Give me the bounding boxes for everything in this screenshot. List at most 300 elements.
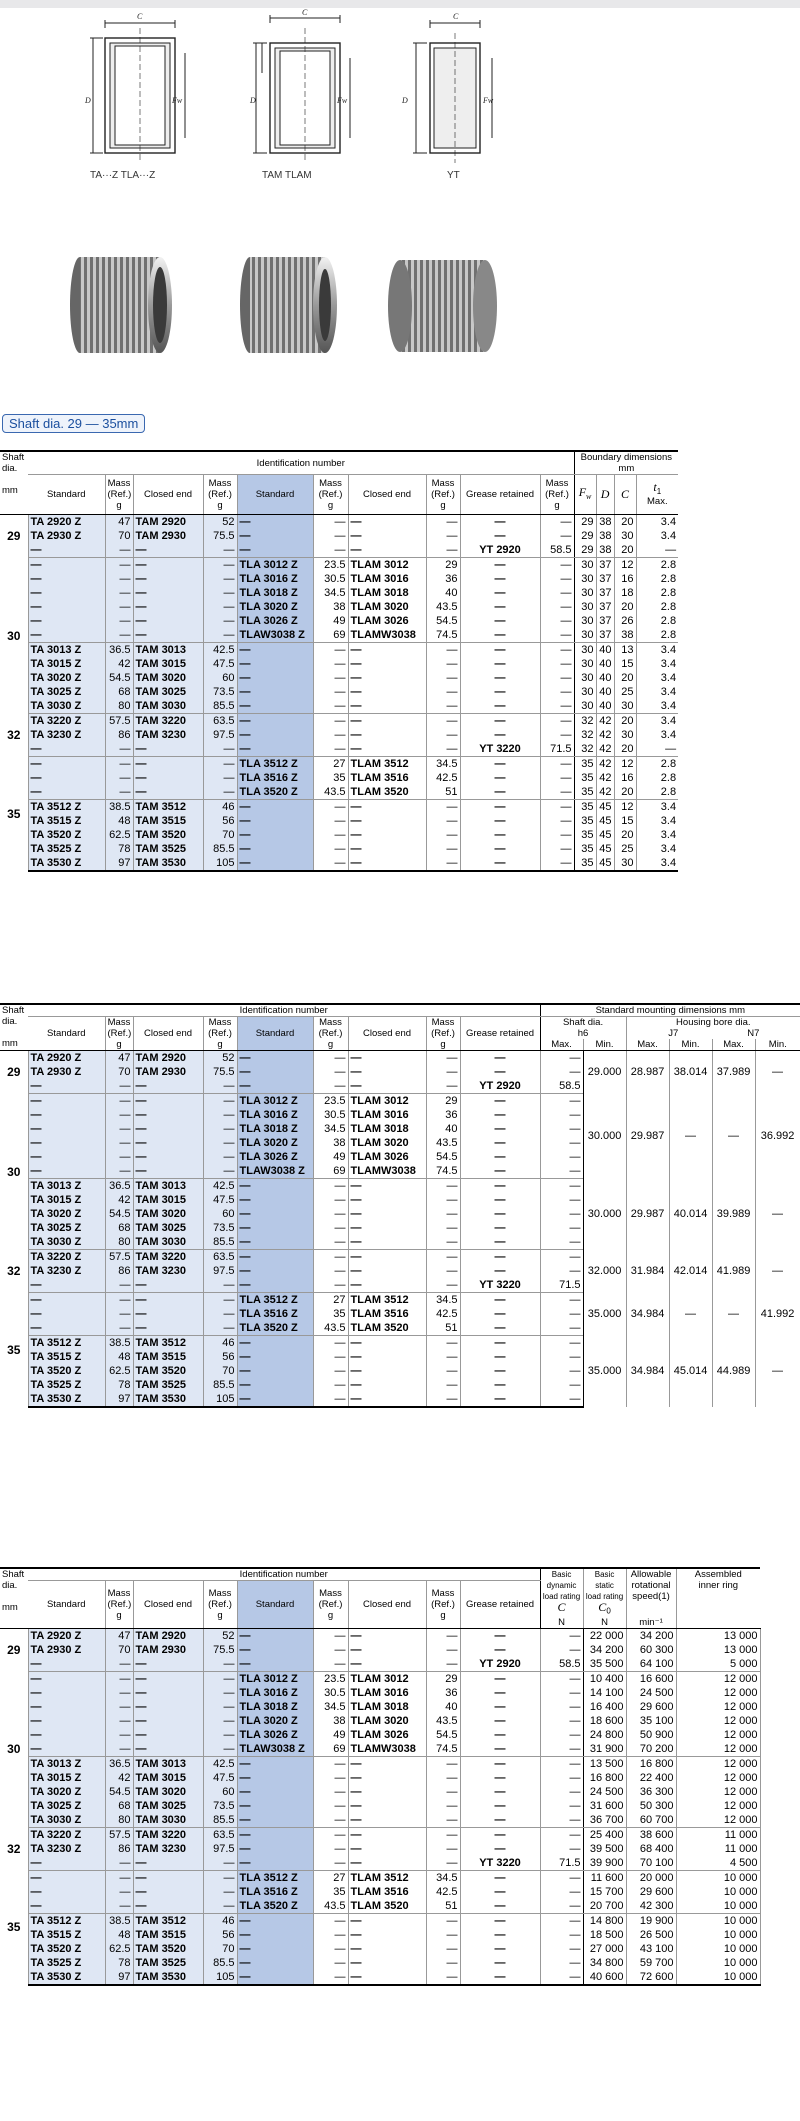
shaft-diameter: 35 xyxy=(0,757,28,872)
fw-value: 30 xyxy=(574,628,596,643)
tlam-number: TLAM 3512 xyxy=(348,1870,426,1885)
grease-retained-mass: — xyxy=(540,1392,583,1407)
closed-header: Closed end xyxy=(133,475,203,515)
static-load-value: 70 200 xyxy=(626,1742,676,1757)
c-value: 20 xyxy=(614,714,636,729)
tla-number: — xyxy=(237,1813,313,1828)
t1-value: 2.8 xyxy=(636,600,678,614)
closed-end-number: — xyxy=(133,1150,203,1164)
mass-header: Mass (Ref.) g xyxy=(426,1581,460,1629)
closed-end-mass: 105 xyxy=(203,856,237,871)
mount-h6min: 34.984 xyxy=(626,1336,669,1408)
d-value: 42 xyxy=(596,714,614,729)
tla-mass: 27 xyxy=(313,757,348,772)
tlam-mass: — xyxy=(426,1771,460,1785)
table-row xyxy=(0,1942,760,1956)
standard-mass: 47 xyxy=(105,515,133,530)
mount-h6max: 35.000 xyxy=(583,1336,626,1408)
fw-header: $F_w$ xyxy=(574,475,596,515)
standard-number: — xyxy=(28,1164,105,1179)
table-row xyxy=(0,1970,760,1985)
d-value: 40 xyxy=(596,699,614,714)
speed-value: 10 000 xyxy=(676,1885,760,1899)
grease-retained-mass: — xyxy=(540,1756,583,1771)
speed-value: 12 000 xyxy=(676,1686,760,1700)
table-row xyxy=(0,1870,760,1885)
tla-number: — xyxy=(237,1799,313,1813)
grease-retained-number: — xyxy=(460,1051,540,1066)
tla-number: TLA 3012 Z xyxy=(237,558,313,573)
tla-number: — xyxy=(237,1250,313,1265)
grease-retained-number: — xyxy=(460,785,540,800)
standard-number: TA 3030 Z xyxy=(28,1235,105,1250)
tla-mass: — xyxy=(313,515,348,530)
tlam-mass: 36 xyxy=(426,572,460,586)
tlam-mass: — xyxy=(426,1813,460,1828)
tla-mass: — xyxy=(313,1378,348,1392)
tla-mass: — xyxy=(313,1928,348,1942)
closed-end-mass: — xyxy=(203,742,237,757)
table-row xyxy=(0,1628,760,1643)
tla-number: — xyxy=(237,1928,313,1942)
closed-end-mass: — xyxy=(203,1150,237,1164)
fw-value: 29 xyxy=(574,515,596,530)
grease-retained-mass: — xyxy=(540,1728,583,1742)
tlam-number: — xyxy=(348,643,426,658)
tla-mass: — xyxy=(313,1179,348,1194)
standard-number: TA 3015 Z xyxy=(28,1771,105,1785)
closed-end-number: TAM 2920 xyxy=(133,1628,203,1643)
tlam-mass: 74.5 xyxy=(426,1742,460,1757)
c-value: 38 xyxy=(614,628,636,643)
closed-end-mass: — xyxy=(203,1293,237,1308)
standard-mass: — xyxy=(105,1742,133,1757)
table-row xyxy=(0,1799,760,1813)
table-row xyxy=(0,614,678,628)
closed-end-number: TAM 3230 xyxy=(133,728,203,742)
tlam-number: — xyxy=(348,543,426,558)
closed-end-mass: 56 xyxy=(203,814,237,828)
grease-retained-number: — xyxy=(460,685,540,699)
closed-end-mass: — xyxy=(203,757,237,772)
closed-end-number: TAM 3230 xyxy=(133,1264,203,1278)
standard-mass: 97 xyxy=(105,1392,133,1407)
standard-number: TA 2920 Z xyxy=(28,515,105,530)
tla-number: — xyxy=(237,828,313,842)
tlam-mass: — xyxy=(426,1856,460,1871)
table-row xyxy=(0,657,678,671)
closed-end-mass: 56 xyxy=(203,1928,237,1942)
tlam-mass: — xyxy=(426,1643,460,1657)
speed-value: 13 000 xyxy=(676,1628,760,1643)
d-value: 38 xyxy=(596,515,614,530)
tlam-mass: — xyxy=(426,714,460,729)
standard-number: — xyxy=(28,1094,105,1109)
grease-retained-number: — xyxy=(460,586,540,600)
standard-number: — xyxy=(28,1321,105,1336)
tla-mass: — xyxy=(313,1799,348,1813)
standard-mass: — xyxy=(105,1870,133,1885)
tla-mass: — xyxy=(313,1364,348,1378)
mounting-header: Standard mounting dimensions mm xyxy=(540,1004,800,1017)
standard-number: TA 3512 Z xyxy=(28,800,105,815)
grease-header: Grease retained xyxy=(460,1017,540,1051)
c-header: C xyxy=(614,475,636,515)
tla-mass: — xyxy=(313,1913,348,1928)
closed-end-mass: 60 xyxy=(203,1785,237,1799)
standard-mass: 48 xyxy=(105,1928,133,1942)
dim-fw-2: Fw xyxy=(337,96,348,105)
tlam-number: — xyxy=(348,1065,426,1079)
tla-mass: — xyxy=(313,1842,348,1856)
dynamic-load-value: 10 400 xyxy=(583,1671,626,1686)
tlam-number: — xyxy=(348,1336,426,1351)
tla-number: — xyxy=(237,1942,313,1956)
static-load-value: 72 600 xyxy=(626,1970,676,1985)
standard-mass: 86 xyxy=(105,728,133,742)
dim-d-1: D xyxy=(85,96,91,105)
closed-end-number: — xyxy=(133,742,203,757)
tlam-number: — xyxy=(348,1956,426,1970)
closed-end-number: — xyxy=(133,1870,203,1885)
grease-retained-mass: — xyxy=(540,1899,583,1914)
shaft-header: Shaft dia. mm xyxy=(0,1568,28,1628)
standard-number: — xyxy=(28,1122,105,1136)
standard-mass: 57.5 xyxy=(105,714,133,729)
grease-retained-number: — xyxy=(460,1392,540,1407)
standard-mass: — xyxy=(105,1700,133,1714)
standard-mass: 68 xyxy=(105,685,133,699)
grease-retained-number: — xyxy=(460,856,540,871)
closed-end-mass: 52 xyxy=(203,1051,237,1066)
mass-header: Mass (Ref.) g xyxy=(540,475,574,515)
standard-number: — xyxy=(28,1742,105,1757)
standard-mass: — xyxy=(105,1307,133,1321)
mount-j7min: — xyxy=(712,1293,755,1336)
tla-number: TLA 3026 Z xyxy=(237,614,313,628)
closed-end-mass: 97.5 xyxy=(203,1842,237,1856)
table-row xyxy=(0,1956,760,1970)
grease-retained-number: — xyxy=(460,628,540,643)
grease-retained-number: — xyxy=(460,1970,540,1985)
table-row xyxy=(0,1250,800,1265)
closed-end-mass: 85.5 xyxy=(203,699,237,714)
standard-number: TA 3512 Z xyxy=(28,1913,105,1928)
tlam-mass: — xyxy=(426,1336,460,1351)
tla-number: TLA 3520 Z xyxy=(237,785,313,800)
dynamic-load-value: 11 600 xyxy=(583,1870,626,1885)
tla-mass: — xyxy=(313,1756,348,1771)
table-row xyxy=(0,1742,760,1757)
t1-value: 3.4 xyxy=(636,814,678,828)
closed-end-mass: 97.5 xyxy=(203,728,237,742)
grease-retained-mass: 58.5 xyxy=(540,1657,583,1672)
table-row xyxy=(0,1686,760,1700)
closed-end-mass: 105 xyxy=(203,1392,237,1407)
tlam-number: TLAM 3020 xyxy=(348,1714,426,1728)
tla-mass: 69 xyxy=(313,1164,348,1179)
tlam-mass: — xyxy=(426,529,460,543)
table-row xyxy=(0,742,678,757)
tla-number: TLA 3520 Z xyxy=(237,1899,313,1914)
mass-header: Mass (Ref.) g xyxy=(313,1581,348,1629)
grease-retained-mass: — xyxy=(540,1771,583,1785)
table-row xyxy=(0,1700,760,1714)
grease-retained-mass: — xyxy=(540,1108,583,1122)
tla-mass: 27 xyxy=(313,1293,348,1308)
standard-mass: 47 xyxy=(105,1051,133,1066)
standard-mass: — xyxy=(105,1108,133,1122)
tlam-mass: — xyxy=(426,1193,460,1207)
caption-tam-tlam: TAM TLAM xyxy=(262,170,312,181)
table-row xyxy=(0,1714,760,1728)
c-value: 16 xyxy=(614,572,636,586)
standard-mass: 70 xyxy=(105,529,133,543)
t1-value: 3.4 xyxy=(636,643,678,658)
d-value: 37 xyxy=(596,572,614,586)
standard-mass: 42 xyxy=(105,1771,133,1785)
closed-end-mass: — xyxy=(203,543,237,558)
table-row xyxy=(0,1771,760,1785)
tlam-mass: 74.5 xyxy=(426,1164,460,1179)
tlam-number: — xyxy=(348,699,426,714)
tla-number: TLA 3012 Z xyxy=(237,1094,313,1109)
closed-end-mass: 56 xyxy=(203,1350,237,1364)
tlam-number: TLAM 3516 xyxy=(348,1307,426,1321)
standard-header: Standard xyxy=(237,1017,313,1051)
tla-mass: — xyxy=(313,1350,348,1364)
d-value: 37 xyxy=(596,558,614,573)
fw-value: 30 xyxy=(574,643,596,658)
ident-header: Identification number xyxy=(28,1004,540,1017)
standard-mass: 48 xyxy=(105,1350,133,1364)
grease-retained-number: — xyxy=(460,1378,540,1392)
c-value: 15 xyxy=(614,814,636,828)
speed-header: Allowable rotational speed(1) xyxy=(626,1568,676,1617)
standard-number: TA 2920 Z xyxy=(28,1051,105,1066)
tla-mass: — xyxy=(313,1336,348,1351)
d-value: 45 xyxy=(596,814,614,828)
tlam-mass: 42.5 xyxy=(426,1885,460,1899)
d-value: 45 xyxy=(596,842,614,856)
standard-mass: 36.5 xyxy=(105,1756,133,1771)
tla-number: — xyxy=(237,1913,313,1928)
grease-retained-number: YT 3220 xyxy=(460,742,540,757)
closed-end-mass: 85.5 xyxy=(203,842,237,856)
tla-number: — xyxy=(237,657,313,671)
grease-retained-mass: — xyxy=(540,1094,583,1109)
t1-value: 2.8 xyxy=(636,572,678,586)
tlam-number: — xyxy=(348,1264,426,1278)
closed-end-number: TAM 3512 xyxy=(133,800,203,815)
closed-end-mass: 46 xyxy=(203,1913,237,1928)
grease-retained-mass: — xyxy=(540,785,574,800)
closed-end-mass: 70 xyxy=(203,828,237,842)
grease-retained-number: — xyxy=(460,1321,540,1336)
mount-j7max: 45.014 xyxy=(669,1336,712,1408)
table-row xyxy=(0,814,678,828)
tlam-number: — xyxy=(348,1250,426,1265)
standard-number: TA 3025 Z xyxy=(28,685,105,699)
standard-mass: — xyxy=(105,1278,133,1293)
standard-number: — xyxy=(28,1150,105,1164)
tlam-number: — xyxy=(348,1771,426,1785)
c-value: 26 xyxy=(614,614,636,628)
tlam-number: TLAM 3520 xyxy=(348,1321,426,1336)
grease-retained-mass: — xyxy=(540,699,574,714)
mass-header: Mass (Ref.) g xyxy=(426,1017,460,1051)
tla-number: — xyxy=(237,1336,313,1351)
tla-number: TLA 3016 Z xyxy=(237,1108,313,1122)
grease-retained-number: — xyxy=(460,643,540,658)
tla-mass: — xyxy=(313,1856,348,1871)
table-row xyxy=(0,1913,760,1928)
grease-retained-number: — xyxy=(460,1785,540,1799)
tlam-number: — xyxy=(348,1813,426,1828)
tlam-number: — xyxy=(348,1350,426,1364)
static-load-value: 19 900 xyxy=(626,1913,676,1928)
grease-retained-mass: — xyxy=(540,714,574,729)
standard-number: TA 3230 Z xyxy=(28,1264,105,1278)
tlam-mass: — xyxy=(426,671,460,685)
tlam-number: — xyxy=(348,742,426,757)
standard-mass: — xyxy=(105,1728,133,1742)
closed-end-mass: — xyxy=(203,1728,237,1742)
grease-retained-mass: — xyxy=(540,1885,583,1899)
tlam-mass: — xyxy=(426,1051,460,1066)
closed-end-number: TAM 3220 xyxy=(133,1250,203,1265)
tla-number: — xyxy=(237,742,313,757)
tlam-mass: — xyxy=(426,1842,460,1856)
closed-end-number: TAM 3525 xyxy=(133,1378,203,1392)
grease-retained-number: — xyxy=(460,1150,540,1164)
closed-end-number: TAM 3015 xyxy=(133,1771,203,1785)
closed-end-mass: — xyxy=(203,1122,237,1136)
standard-number: — xyxy=(28,543,105,558)
tlam-number: — xyxy=(348,1643,426,1657)
tla-mass: — xyxy=(313,1193,348,1207)
grease-retained-number: — xyxy=(460,1364,540,1378)
closed-end-mass: 70 xyxy=(203,1364,237,1378)
speed-value: 11 000 xyxy=(676,1827,760,1842)
tla-number: — xyxy=(237,856,313,871)
mount-h6min: 31.984 xyxy=(626,1250,669,1293)
tlam-number: — xyxy=(348,828,426,842)
c-value: 30 xyxy=(614,699,636,714)
grease-retained-mass: — xyxy=(540,1307,583,1321)
speed-value: 11 000 xyxy=(676,1842,760,1856)
standard-mass: 54.5 xyxy=(105,1785,133,1799)
grease-retained-mass: 71.5 xyxy=(540,1856,583,1871)
grease-retained-number: — xyxy=(460,1885,540,1899)
dim-c-2: C xyxy=(302,8,308,17)
grease-retained-mass: — xyxy=(540,1336,583,1351)
tla-mass: 38 xyxy=(313,1136,348,1150)
tlam-number: — xyxy=(348,529,426,543)
d-value: 40 xyxy=(596,685,614,699)
mount-j7max: — xyxy=(669,1293,712,1336)
table-row xyxy=(0,771,678,785)
closed-end-mass: 73.5 xyxy=(203,1799,237,1813)
tlam-number: — xyxy=(348,1942,426,1956)
grease-retained-number: YT 2920 xyxy=(460,543,540,558)
fw-value: 35 xyxy=(574,771,596,785)
tlam-mass: 43.5 xyxy=(426,1136,460,1150)
grease-retained-mass: — xyxy=(540,1928,583,1942)
closed-end-number: TAM 3220 xyxy=(133,714,203,729)
tlam-number: — xyxy=(348,842,426,856)
closed-end-number: TAM 3013 xyxy=(133,643,203,658)
tla-number: TLA 3520 Z xyxy=(237,1321,313,1336)
grease-retained-number: — xyxy=(460,842,540,856)
grease-retained-mass: — xyxy=(540,1827,583,1842)
closed-end-number: — xyxy=(133,1321,203,1336)
c-value: 15 xyxy=(614,657,636,671)
table-row xyxy=(0,757,678,772)
grease-retained-mass: — xyxy=(540,757,574,772)
n7-max-header: Max. xyxy=(712,1039,755,1051)
closed-end-mass: 42.5 xyxy=(203,1179,237,1194)
mount-h6min: 34.984 xyxy=(626,1293,669,1336)
dim-d-3: D xyxy=(402,96,408,105)
c-value: 12 xyxy=(614,558,636,573)
fw-value: 32 xyxy=(574,728,596,742)
grease-retained-number: — xyxy=(460,558,540,573)
mount-j7min: — xyxy=(712,1094,755,1179)
standard-mass: 86 xyxy=(105,1842,133,1856)
grease-retained-mass: — xyxy=(540,685,574,699)
boundary-header: Boundary dimensions mm xyxy=(574,451,678,475)
grease-retained-mass: — xyxy=(540,1221,583,1235)
tlam-mass: — xyxy=(426,1179,460,1194)
bearing-photos xyxy=(0,240,800,370)
speed-value: 12 000 xyxy=(676,1714,760,1728)
mounting-dimensions-table xyxy=(0,1003,800,1408)
closed-end-number: TAM 3525 xyxy=(133,1956,203,1970)
static-load-value: 35 100 xyxy=(626,1714,676,1728)
standard-number: — xyxy=(28,1885,105,1899)
shaft-diameter: 30 xyxy=(0,1671,28,1827)
standard-mass: — xyxy=(105,1885,133,1899)
n7-min-header: Min. xyxy=(755,1039,800,1051)
n-unit-header: N xyxy=(540,1617,583,1629)
closed-end-mass: 75.5 xyxy=(203,529,237,543)
t1-value: 2.8 xyxy=(636,771,678,785)
grease-header: Grease retained xyxy=(460,1581,540,1629)
tla-number: — xyxy=(237,529,313,543)
tla-number: — xyxy=(237,714,313,729)
standard-mass: 42 xyxy=(105,657,133,671)
dynamic-load-value: 15 700 xyxy=(583,1885,626,1899)
standard-number: TA 3530 Z xyxy=(28,856,105,871)
tlam-mass: — xyxy=(426,828,460,842)
tlam-number: TLAM 3012 xyxy=(348,558,426,573)
fw-value: 30 xyxy=(574,671,596,685)
grease-retained-mass: — xyxy=(540,842,574,856)
grease-retained-number: — xyxy=(460,1293,540,1308)
tlam-mass: — xyxy=(426,1392,460,1407)
tlam-mass: 51 xyxy=(426,1899,460,1914)
t1-value: 3.4 xyxy=(636,800,678,815)
d-value: 42 xyxy=(596,742,614,757)
standard-mass: — xyxy=(105,1899,133,1914)
d-value: 45 xyxy=(596,828,614,842)
tlam-mass: 29 xyxy=(426,1094,460,1109)
standard-mass: — xyxy=(105,1671,133,1686)
closed-end-number: TAM 3230 xyxy=(133,1842,203,1856)
grease-retained-number: — xyxy=(460,1913,540,1928)
tlam-number: — xyxy=(348,671,426,685)
